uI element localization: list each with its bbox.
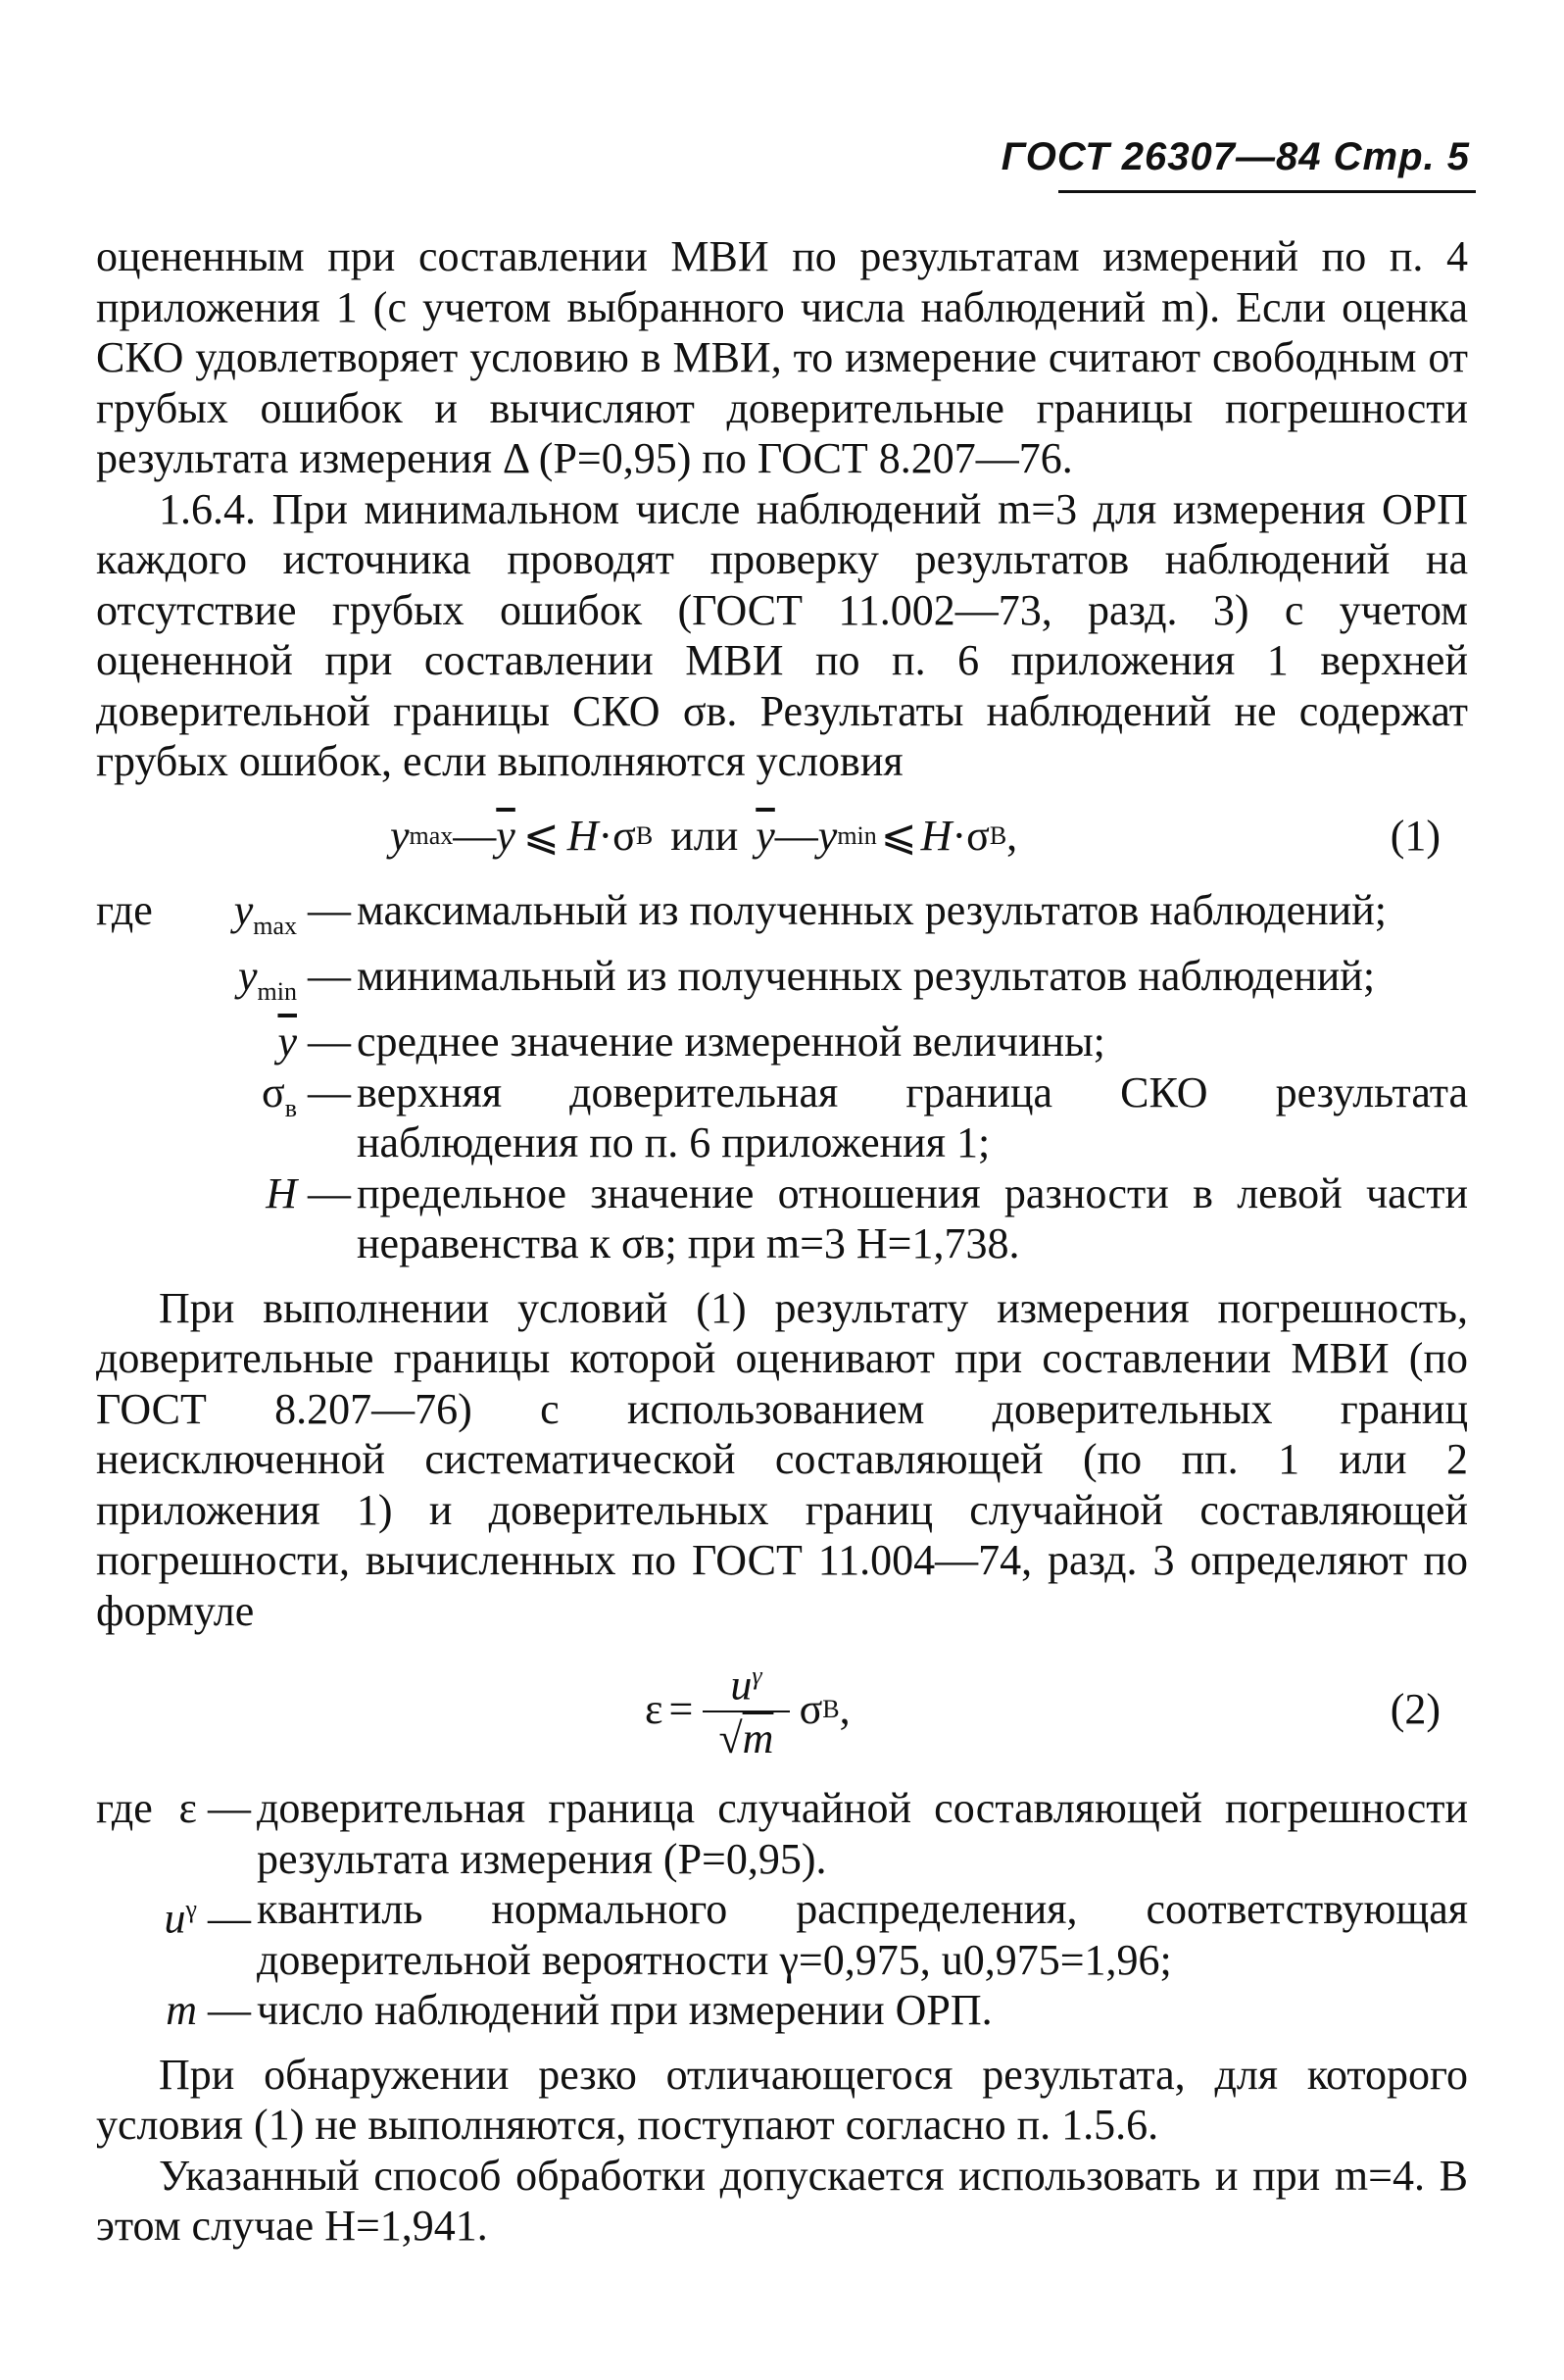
formula-1-body: y max — $\overline{y}$ ⩽ H · σ В или $\overline{y}$ — y min ⩽ H · σ В , [390,811,1018,860]
paragraph-2: 1.6.4. При минимальном числе наблюдений m=3 для измерения ОРП каждого источника проводят проверку результатов наблюдений на отсутствие грубых ошибок (ГОСТ 11.002—73, разд. 3) с учетом оцененной при составлении МВИ по п. 6 приложения 1 верхней доверительной границы СКО σв. Результаты наблюдений не содержат грубых ошибок, если выполняются условия [96,484,1468,785]
legend-row-ymin: $y_{min}$ — минимальный из полученных результатов наблюдений; [238,951,1376,1006]
paragraph-1: оцененным при составлении МВИ по результатам измерений по п. 4 приложения 1 (с учетом выбранного числа наблюдений m). Если оценка СКО удовлетворяет условию в МВИ, то измерение считают свободным от грубых ошибок и вычисляют доверительные границы погрешности результата измерения Δ (P=0,95) по ГОСТ 8.207—76. [96,232,1468,482]
legend-row-sigma: $\sigma_в$ — верхняя доверительная граница СКО результата наблюдения по п. 6 приложения 1; [262,1067,1468,1167]
formula-2-number: (2) [1390,1685,1441,1734]
legend-2 [96,1783,1468,2036]
paragraph-5: Указанный способ обработки допускается использовать и при m=4. В этом случае H=1,941. [96,2151,1468,2251]
document-body [96,231,1468,2252]
legend-row-H: H — предельное значение отношения разности в левой части неравенства к σв; при m=3 H=1,738. [266,1168,1468,1268]
header-rule [1058,190,1476,193]
formula-1-number: (1) [1390,811,1441,860]
legend-row-eps: где ε — доверительная граница случайной составляющей погрешности результата измерения (P=0,95). [96,1784,1468,1883]
page-header: ГОСТ 26307—84 Стр. 5 [1001,135,1470,178]
formula-2 [96,1636,1468,1783]
legend-row-ybar: $\overline{y}$ — среднее значение измеренной величины; [277,1017,1105,1066]
legend-row-u: $u^\gamma$ — квантиль нормального распределения, соответствующая доверительной вероятности γ=0,975, u0,975=1,96; [164,1885,1468,1984]
formula-1 [96,787,1468,885]
paragraph-4: При обнаружении резко отличающегося результата, для которого условия (1) не выполняются, поступают согласно п. 1.5.6. [96,2050,1468,2150]
legend-row-m: m — число наблюдений при измерении ОРП. [166,1986,993,2035]
legend-row-ymax: где $y_{max}$ — максимальный из полученных результатов наблюдений; [96,885,1387,940]
paragraph-3: При выполнении условий (1) результату измерения погрешность, доверительные границы которой оценивают при составлении МВИ (по ГОСТ 8.207—76) с использованием доверительных границ неисключенной систематической составляющей (по пп. 1 или 2 приложения 1) и доверительных границ случайной составляющей погрешности, вычисленных по ГОСТ 11.004—74, разд. 3 определяют по формуле [96,1283,1468,1635]
formula-2-body: ε = $\frac{u^\gamma}{√m}$ σ В , [645,1654,851,1765]
legend-1 [96,885,1468,1269]
